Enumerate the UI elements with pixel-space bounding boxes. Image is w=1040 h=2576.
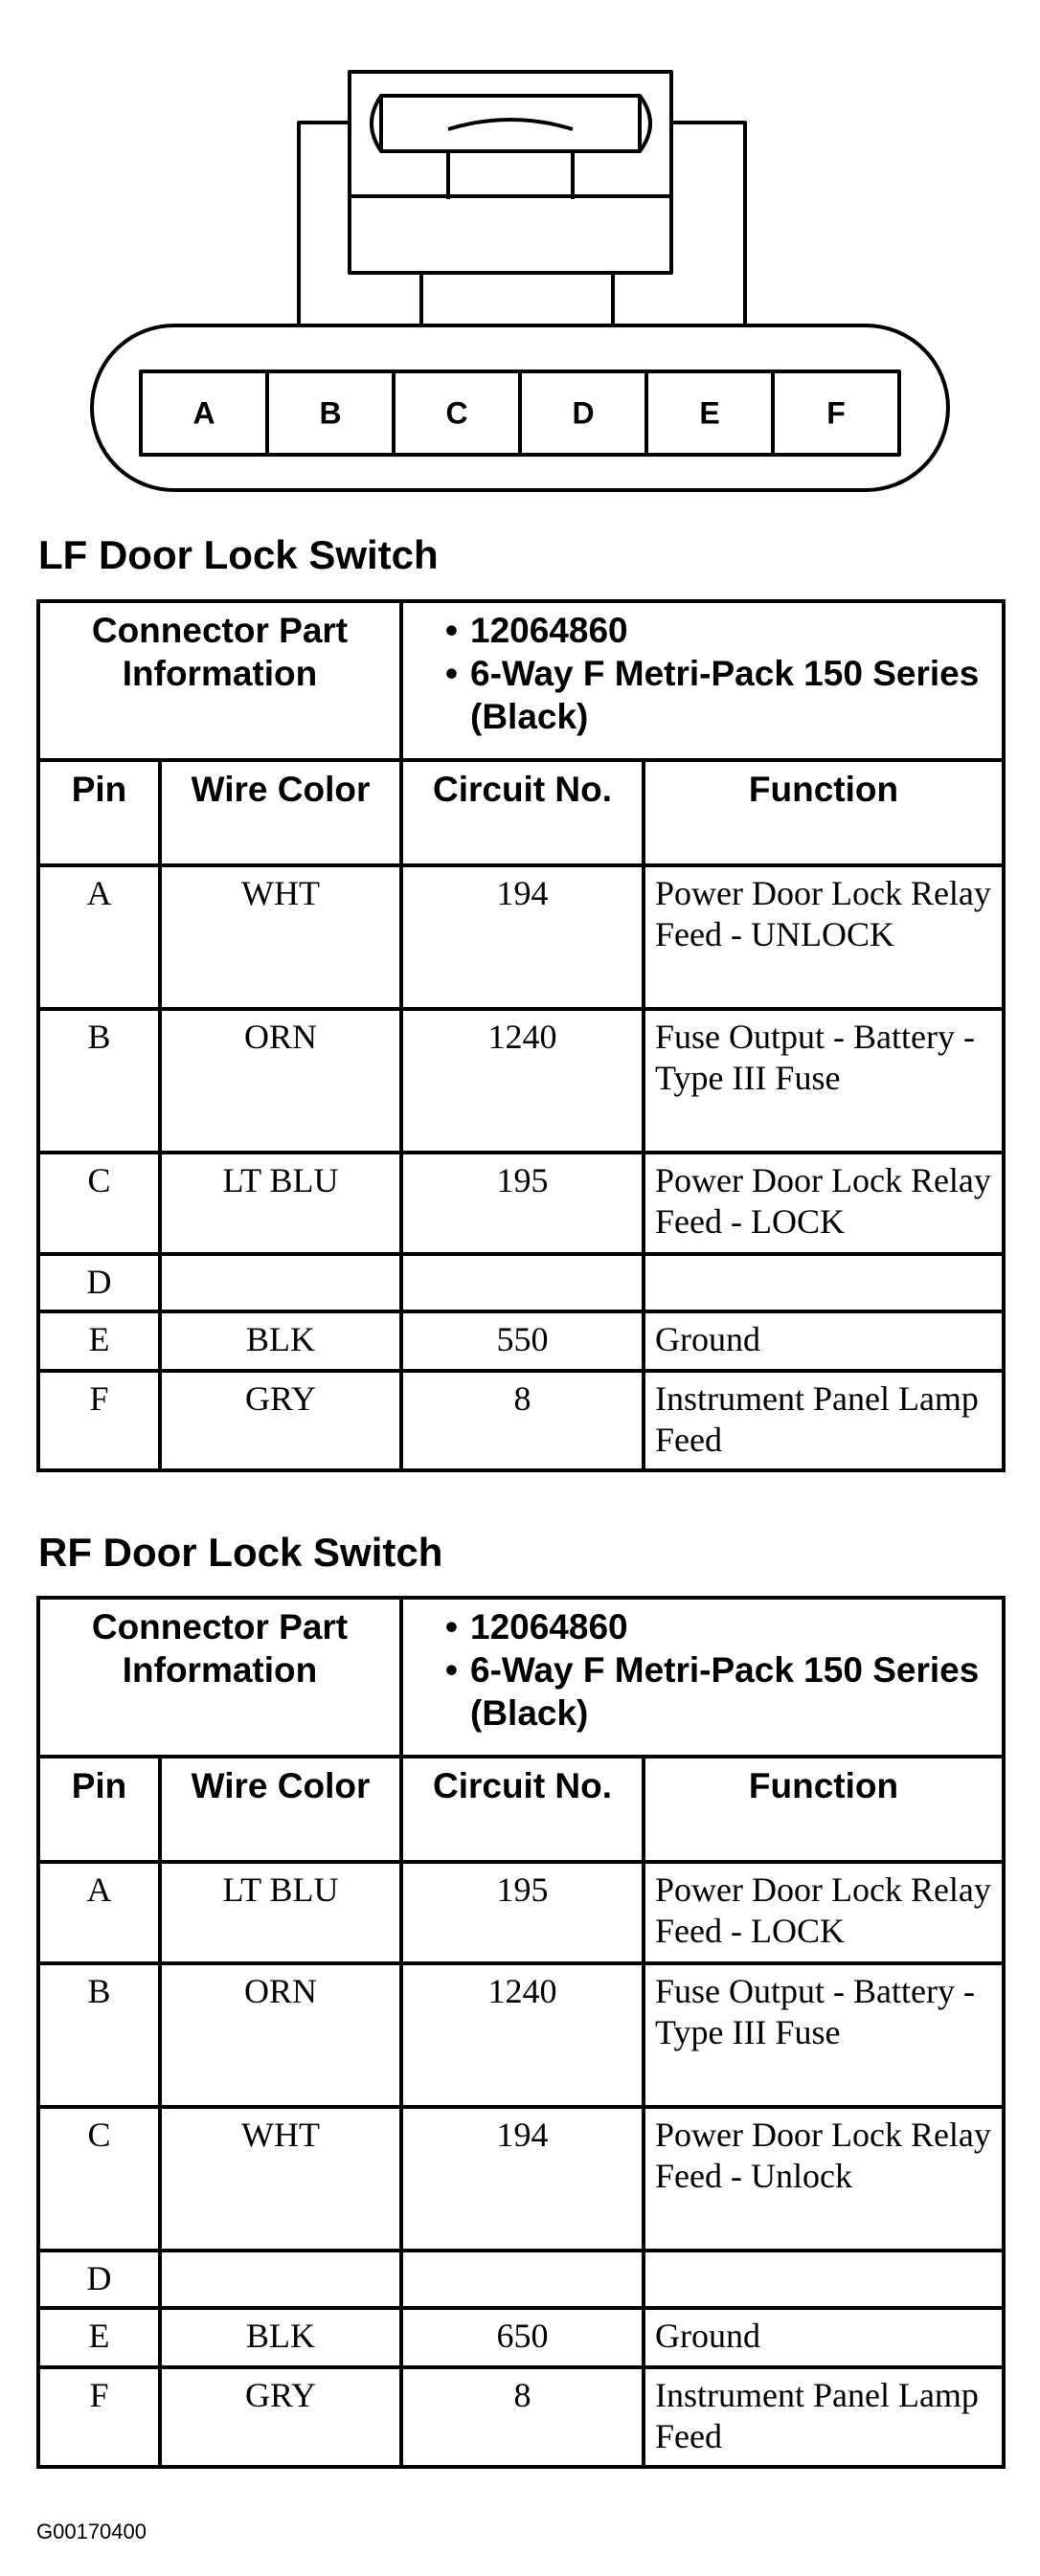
header-pin: Pin [38, 760, 160, 865]
circuit-cell: 194 [401, 2107, 644, 2251]
pin-cell: D [38, 2251, 160, 2308]
function-cell [644, 1254, 1004, 1311]
pin-cell: C [38, 1153, 160, 1254]
lock-tab-housing [299, 72, 745, 325]
wire-color-cell: LT BLU [160, 1862, 401, 1963]
wire-color-cell [160, 2251, 401, 2308]
header-circuit: Circuit No. [401, 760, 644, 865]
wire-color-cell: WHT [160, 2107, 401, 2251]
function-cell: Power Door Lock Relay Feed - LOCK [644, 1153, 1004, 1254]
pin-cell: D [38, 1254, 160, 1311]
connector-info-details: • 12064860 • 6-Way F Metri-Pack 150 Series (Black) [401, 601, 1004, 760]
info-row [38, 1598, 1004, 1757]
rf-table-title: RF Door Lock Switch [38, 1530, 443, 1575]
function-cell: Fuse Output - Battery - Type III Fuse [644, 1009, 1004, 1153]
function-cell [644, 2251, 1004, 2308]
table-row [38, 1311, 1004, 1371]
function-cell: Power Door Lock Relay Feed - LOCK [644, 1862, 1004, 1963]
cavity-label-a: A [192, 395, 215, 431]
cavity-label-f: F [826, 395, 846, 431]
header-wire-color: Wire Color [160, 760, 401, 865]
header-function: Function [644, 760, 1004, 865]
cavity-label-c: C [445, 395, 468, 431]
header-circuit: Circuit No. [401, 1757, 644, 1862]
cavity-group [192, 371, 845, 455]
wire-color-cell: GRY [160, 2367, 401, 2467]
circuit-cell: 1240 [401, 1009, 644, 1153]
connector-info-label: Connector Part Information [38, 1598, 401, 1757]
pin-cell: F [38, 2367, 160, 2467]
pin-cell: A [38, 1862, 160, 1963]
connector-description: 6-Way F Metri-Pack 150 Series (Black) [470, 1650, 980, 1733]
connector-description: 6-Way F Metri-Pack 150 Series (Black) [470, 654, 980, 736]
table-row [38, 2251, 1004, 2308]
wire-color-cell [160, 1254, 401, 1311]
function-cell: Instrument Panel Lamp Feed [644, 1371, 1004, 1470]
wire-color-cell: LT BLU [160, 1153, 401, 1254]
table-row [38, 1371, 1004, 1470]
figure-code: G00170400 [36, 2520, 147, 2543]
wire-color-cell: WHT [160, 865, 401, 1009]
header-wire-color: Wire Color [160, 1757, 401, 1862]
circuit-cell: 550 [401, 1311, 644, 1371]
pin-cell: C [38, 2107, 160, 2251]
wire-color-cell: GRY [160, 1371, 401, 1470]
table-row [38, 1153, 1004, 1254]
table-row [38, 1963, 1004, 2107]
table-row [38, 2107, 1004, 2251]
circuit-cell: 195 [401, 1862, 644, 1963]
connector-info-details: • 12064860 • 6-Way F Metri-Pack 150 Series (Black) [401, 1598, 1004, 1757]
pin-cell: B [38, 1009, 160, 1153]
function-cell: Ground [644, 2308, 1004, 2367]
circuit-cell: 195 [401, 1153, 644, 1254]
circuit-cell: 8 [401, 1371, 644, 1470]
table-row [38, 1009, 1004, 1153]
table-row [38, 1862, 1004, 1963]
lf-table-title: LF Door Lock Switch [38, 532, 439, 577]
connector-info-label: Connector Part Information [38, 601, 401, 760]
wire-color-cell: BLK [160, 1311, 401, 1371]
function-cell: Power Door Lock Relay Feed - Unlock [644, 2107, 1004, 2251]
table-row [38, 2308, 1004, 2367]
lf-pinout-table [36, 599, 1006, 1472]
circuit-cell: 1240 [401, 1963, 644, 2107]
header-pin: Pin [38, 1757, 160, 1862]
table-row [38, 1254, 1004, 1311]
pin-cell: B [38, 1963, 160, 2107]
part-number: 12064860 [470, 611, 628, 650]
connector-diagram [0, 0, 1040, 517]
wire-color-cell: ORN [160, 1963, 401, 2107]
wire-color-cell: ORN [160, 1009, 401, 1153]
function-cell: Fuse Output - Battery - Type III Fuse [644, 1963, 1004, 2107]
stem [421, 273, 613, 325]
header-row [38, 760, 1004, 865]
latch-hook [448, 120, 573, 199]
lock-block [350, 196, 671, 273]
header-function: Function [644, 1757, 1004, 1862]
cavity-label-e: E [699, 395, 720, 431]
circuit-cell: 194 [401, 865, 644, 1009]
pin-cell: A [38, 865, 160, 1009]
table-row [38, 865, 1004, 1009]
cavity-label-b: B [319, 395, 342, 431]
table-row [38, 2367, 1004, 2467]
pin-cell: F [38, 1371, 160, 1470]
wire-color-cell: BLK [160, 2308, 401, 2367]
function-cell: Power Door Lock Relay Feed - UNLOCK [644, 865, 1004, 1009]
rf-pinout-table [36, 1596, 1006, 2469]
cavity-label-d: D [572, 395, 595, 431]
function-cell: Ground [644, 1311, 1004, 1371]
latch-bar [381, 96, 640, 151]
part-number: 12064860 [470, 1607, 628, 1646]
circuit-cell [401, 2251, 644, 2308]
function-cell: Instrument Panel Lamp Feed [644, 2367, 1004, 2467]
circuit-cell [401, 1254, 644, 1311]
circuit-cell: 8 [401, 2367, 644, 2467]
header-row [38, 1757, 1004, 1862]
info-row [38, 601, 1004, 760]
pin-cell: E [38, 1311, 160, 1371]
pin-cell: E [38, 2308, 160, 2367]
circuit-cell: 650 [401, 2308, 644, 2367]
